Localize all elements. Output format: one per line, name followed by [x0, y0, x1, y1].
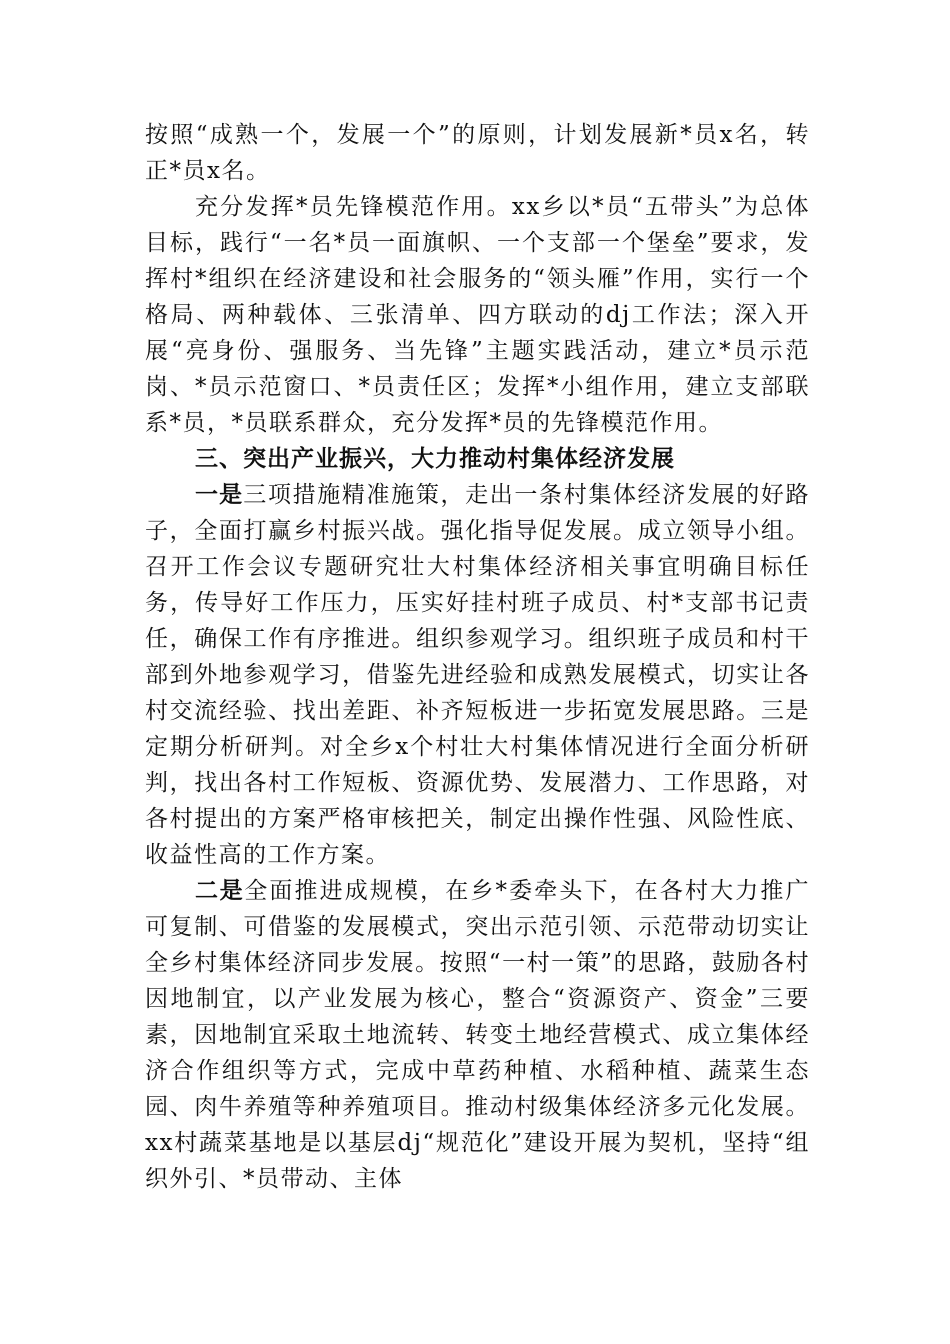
second-measure-lead: 二是 [195, 878, 245, 904]
first-measure-body: 三项措施精准施策，走出一条村集体经济发展的好路子，全面打赢乡村振兴战。强化指导促发展。成立领导小组。召开工作会议专题研究壮大村集体经济相关事宜明确目标任务，传导好工作压力，压实好挂村班子成员、村*支部书记责任，确保工作有序推进。组织参观学习。组织班子成员和村干部到外地参观学习，借鉴先进经验和成熟发展模式，切实让各村交流经验、找出差距、补齐短板进一步拓宽发展思路。三是定期分析研判。对全乡x个村壮大村集体情况进行全面分析研判，找出各村工作短板、资源优势、发展潜力、工作思路，对各村提出的方案严格审核把关，制定出操作性强、风险性底、收益性高的工作方案。 [145, 482, 811, 868]
first-measure-lead: 一是 [195, 482, 244, 508]
paragraph-vanguard-role: 充分发挥*员先锋模范作用。xx乡以*员“五带头”为总体目标，践行“一名*员一面旗帜、一个支部一个堡垒”要求，发挥村*组织在经济建设和社会服务的“领头雁”作用，实行一个格局、两种载体、三张清单、四方联动的dj工作法；深入开展“亮身份、强服务、当先锋”主题实践活动，建立*员示范岗、*员示范窗口、*员责任区；发挥*小组作用，建立支部联系*员，*员联系群众，充分发挥*员的先锋模范作用。 [145, 194, 810, 436]
section-heading-industry: 三、突出产业振兴，大力推动村集体经济发展 [195, 446, 675, 472]
paragraph-recruitment: 按照“成熟一个，发展一个”的原则，计划发展新*员x名，转正*员x名。 [145, 122, 810, 184]
second-measure-body: 全面推进成规模，在乡*委牵头下，在各村大力推广可复制、可借鉴的发展模式，突出示范引领、示范带动切实让全乡村集体经济同步发展。按照“一村一策”的思路，鼓励各村因地制宜，以产业发展为核心，整合“资源资产、资金”三要素，因地制宜采取土地流转、转变土地经营模式、成立集体经济合作组织等方式，完成中草药种植、水稻种植、蔬菜生态园、肉牛养殖等种养殖项目。推动村级集体经济多元化发展。xx村蔬菜基地是以基层dj“规范化”建设开展为契机，坚持“组织外引、*员带动、主体 [145, 878, 810, 1192]
paragraph-second-measure [145, 873, 810, 1197]
document-page [145, 117, 810, 1197]
paragraph-first-measure [145, 477, 810, 873]
